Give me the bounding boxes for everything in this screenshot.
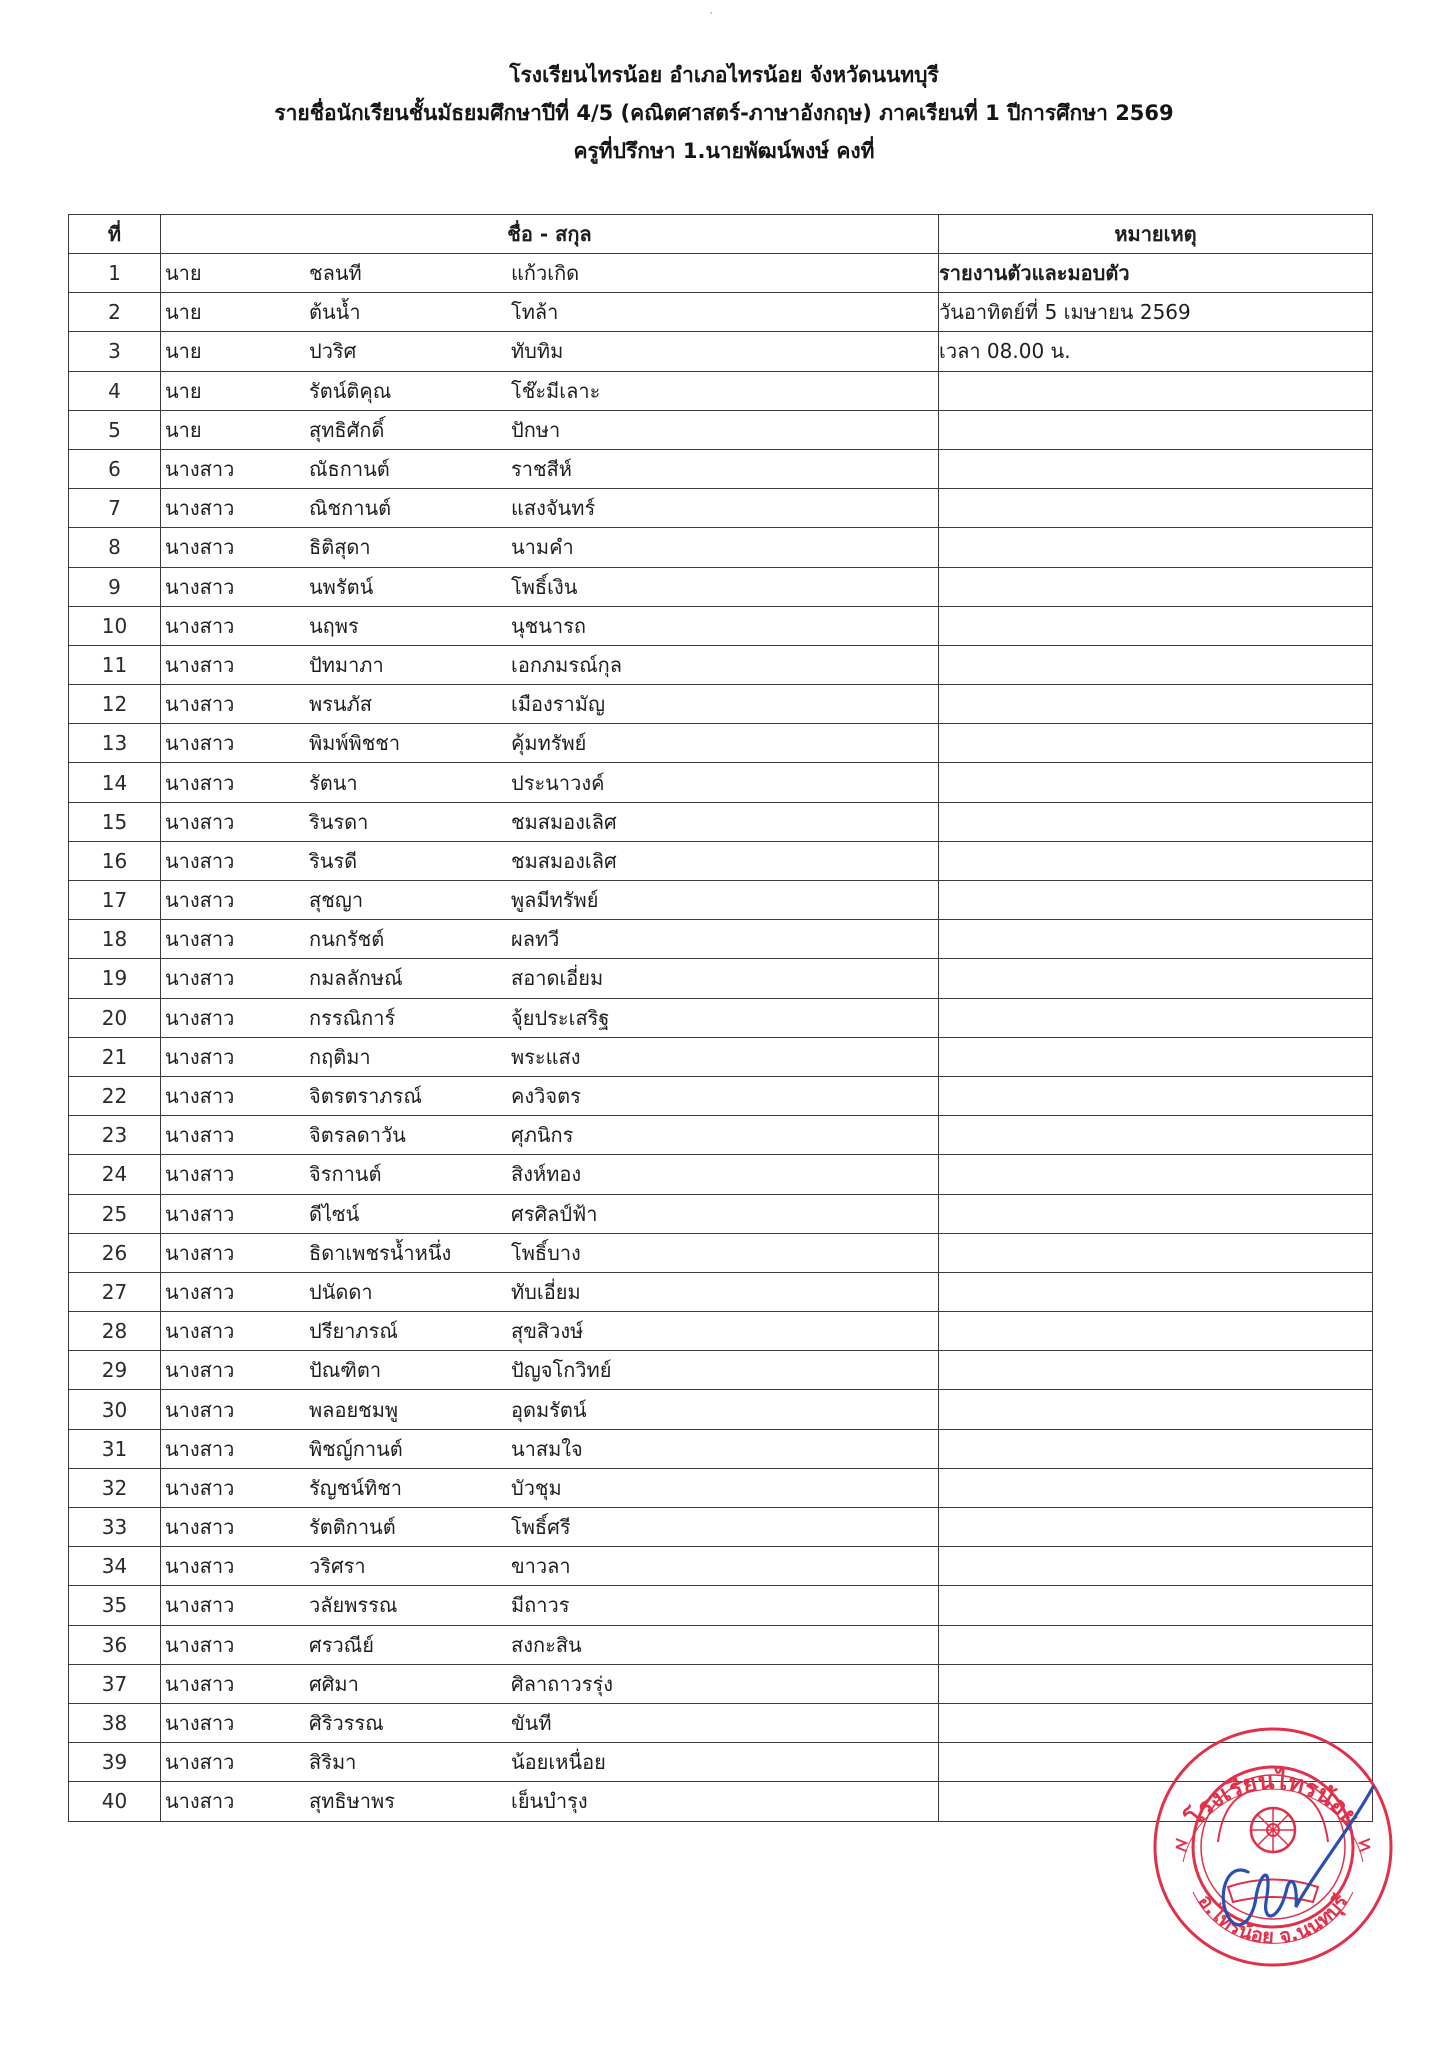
first-name: ธิติสุดา — [309, 535, 371, 560]
student-name-cell — [161, 841, 939, 880]
row-number: 38 — [69, 1703, 161, 1742]
table-row — [69, 1037, 1373, 1076]
last-name: โพธิ์บาง — [511, 1240, 581, 1265]
name-prefix: นางสาว — [165, 1123, 235, 1148]
first-name: กรรณิการ์ — [309, 1005, 396, 1030]
name-prefix: นางสาว — [165, 1162, 235, 1187]
table-row — [69, 802, 1373, 841]
row-number: 5 — [69, 410, 161, 449]
student-name-cell — [161, 1468, 939, 1507]
name-prefix: นางสาว — [165, 1279, 235, 1304]
note-cell — [939, 528, 1373, 567]
last-name: ศุภนิกร — [511, 1123, 574, 1148]
table-row — [69, 959, 1373, 998]
row-number: 40 — [69, 1782, 161, 1821]
row-number: 20 — [69, 998, 161, 1037]
first-name: นพรัตน์ — [309, 574, 374, 599]
note-cell — [939, 763, 1373, 802]
row-number: 36 — [69, 1625, 161, 1664]
table-row — [69, 254, 1373, 293]
row-number: 15 — [69, 802, 161, 841]
student-name-cell — [161, 1703, 939, 1742]
table-row — [69, 606, 1373, 645]
note-cell — [939, 959, 1373, 998]
student-name-cell — [161, 371, 939, 410]
name-prefix: นางสาว — [165, 731, 235, 756]
header-no: ที่ — [69, 215, 161, 254]
last-name: ปัญจโกวิทย์ — [511, 1358, 612, 1383]
student-name-cell — [161, 881, 939, 920]
table-row — [69, 1116, 1373, 1155]
first-name: สุทธิศักดิ์ — [309, 417, 385, 442]
student-name-cell — [161, 1625, 939, 1664]
last-name: ชมสมองเลิศ — [511, 848, 617, 873]
last-name: แสงจันทร์ — [511, 496, 596, 521]
student-name-cell — [161, 1076, 939, 1115]
row-number: 23 — [69, 1116, 161, 1155]
name-prefix: นางสาว — [165, 1240, 235, 1265]
last-name: จุ้ยประเสริฐ — [511, 1005, 610, 1030]
last-name: อุดมรัตน์ — [511, 1397, 587, 1422]
last-name: ราชสีห์ — [511, 457, 572, 482]
name-prefix: นาย — [165, 261, 202, 286]
first-name: พรนภัส — [309, 692, 372, 717]
row-number: 22 — [69, 1076, 161, 1115]
note-cell — [939, 920, 1373, 959]
name-prefix: นางสาว — [165, 848, 235, 873]
name-prefix: นางสาว — [165, 1593, 235, 1618]
name-prefix: นางสาว — [165, 1397, 235, 1422]
student-name-cell — [161, 959, 939, 998]
note-cell — [939, 998, 1373, 1037]
row-number: 2 — [69, 293, 161, 332]
row-number: 33 — [69, 1508, 161, 1547]
note-cell — [939, 802, 1373, 841]
row-number: 27 — [69, 1272, 161, 1311]
name-prefix: นางสาว — [165, 1358, 235, 1383]
first-name: รัตติกานต์ — [309, 1515, 396, 1540]
row-number: 26 — [69, 1233, 161, 1272]
student-name-cell — [161, 1272, 939, 1311]
name-prefix: นางสาว — [165, 888, 235, 913]
name-prefix: นางสาว — [165, 1632, 235, 1657]
row-number: 25 — [69, 1194, 161, 1233]
first-name: ต้นน้ำ — [309, 300, 361, 325]
table-row — [69, 1351, 1373, 1390]
student-name-cell — [161, 1547, 939, 1586]
student-name-cell — [161, 449, 939, 488]
last-name: โช๊ะมีเลาะ — [511, 378, 601, 403]
last-name: ขาวลา — [511, 1554, 571, 1579]
note-cell — [939, 1664, 1373, 1703]
student-name-cell — [161, 724, 939, 763]
row-number: 19 — [69, 959, 161, 998]
name-prefix: นางสาว — [165, 1436, 235, 1461]
row-number: 37 — [69, 1664, 161, 1703]
first-name: ปวริศ — [309, 339, 357, 364]
first-name: พิมพ์พิชชา — [309, 731, 401, 756]
first-name: สุชญา — [309, 888, 364, 913]
student-name-cell — [161, 1390, 939, 1429]
table-row — [69, 1194, 1373, 1233]
first-name: สุทธิษาพร — [309, 1789, 395, 1814]
note-cell — [939, 449, 1373, 488]
table-row — [69, 1076, 1373, 1115]
last-name: สิงห์ทอง — [511, 1162, 582, 1187]
first-name: รัตน์ติคุณ — [309, 378, 392, 403]
row-number: 1 — [69, 254, 161, 293]
note-cell — [939, 1272, 1373, 1311]
note-cell — [939, 881, 1373, 920]
last-name: ทับเอี่ยม — [511, 1279, 581, 1304]
table-row — [69, 332, 1373, 371]
first-name: ณิชกานต์ — [309, 496, 392, 521]
student-name-cell — [161, 920, 939, 959]
last-name: พระแสง — [511, 1044, 581, 1069]
advisor-title: ครูที่ปรึกษา 1.นายพัฒน์พงษ์ คงที่ — [573, 139, 875, 163]
header-note: หมายเหตุ — [939, 215, 1373, 254]
row-number: 7 — [69, 489, 161, 528]
first-name: วลัยพรรณ — [309, 1593, 398, 1618]
student-name-cell — [161, 1037, 939, 1076]
last-name: ประนาวงค์ — [511, 770, 605, 795]
name-prefix: นางสาว — [165, 1005, 235, 1030]
document-header — [0, 56, 1448, 170]
last-name: เอกภมรณ์กุล — [511, 652, 622, 677]
table-row — [69, 645, 1373, 684]
name-prefix: นางสาว — [165, 1750, 235, 1775]
student-name-cell — [161, 685, 939, 724]
note-cell — [939, 567, 1373, 606]
first-name: รินรดี — [309, 848, 358, 873]
note-cell — [939, 724, 1373, 763]
first-name: วริศรา — [309, 1554, 366, 1579]
last-name: นามคำ — [511, 535, 574, 560]
first-name: ศศิมา — [309, 1671, 359, 1696]
table-row — [69, 293, 1373, 332]
name-prefix: นางสาว — [165, 457, 235, 482]
student-name-cell — [161, 645, 939, 684]
first-name: ปัทมาภา — [309, 652, 384, 677]
table-row — [69, 1429, 1373, 1468]
last-name: เย็นบำรุง — [511, 1789, 588, 1814]
last-name: โทล้า — [511, 300, 559, 325]
last-name: มีถาวร — [511, 1593, 570, 1618]
row-number: 34 — [69, 1547, 161, 1586]
name-prefix: นางสาว — [165, 809, 235, 834]
last-name: ขันที — [511, 1711, 552, 1736]
student-name-cell — [161, 1743, 939, 1782]
student-name-cell — [161, 1351, 939, 1390]
table-row — [69, 1547, 1373, 1586]
note-cell — [939, 1586, 1373, 1625]
row-number: 16 — [69, 841, 161, 880]
student-name-cell — [161, 567, 939, 606]
student-name-cell — [161, 1194, 939, 1233]
school-title: โรงเรียนไทรน้อย อำเภอไทรน้อย จังหวัดนนทบุรี — [509, 63, 939, 87]
first-name: พิชญ์กานต์ — [309, 1436, 403, 1461]
note-cell: เวลา 08.00 น. — [939, 332, 1373, 371]
first-name: รินรดา — [309, 809, 369, 834]
table-header-row — [69, 215, 1373, 254]
student-name-cell — [161, 998, 939, 1037]
student-name-cell — [161, 1155, 939, 1194]
first-name: กมลลักษณ์ — [309, 966, 403, 991]
table-row — [69, 1390, 1373, 1429]
student-name-cell — [161, 254, 939, 293]
first-name: ณัธกานต์ — [309, 457, 390, 482]
first-name: กฤติมา — [309, 1044, 371, 1069]
first-name: ธิดาเพชรน้ำหนึ่ง — [309, 1240, 452, 1265]
student-name-cell — [161, 293, 939, 332]
table-row — [69, 410, 1373, 449]
name-prefix: นางสาว — [165, 1554, 235, 1579]
name-prefix: นางสาว — [165, 1671, 235, 1696]
seal-top-text: โรงเรียนไทรน้อย — [1180, 1766, 1365, 1832]
last-name: ทับทิม — [511, 339, 564, 364]
student-name-cell — [161, 802, 939, 841]
row-number: 35 — [69, 1586, 161, 1625]
note-cell — [939, 1508, 1373, 1547]
row-number: 31 — [69, 1429, 161, 1468]
name-prefix: นางสาว — [165, 966, 235, 991]
last-name: บัวชุม — [511, 1475, 562, 1500]
first-name: ดีไซน์ — [309, 1201, 360, 1226]
header-name: ชื่อ - สกุล — [161, 215, 939, 254]
student-name-cell — [161, 528, 939, 567]
row-number: 6 — [69, 449, 161, 488]
name-prefix: นางสาว — [165, 770, 235, 795]
name-prefix: นางสาว — [165, 652, 235, 677]
name-prefix: นางสาว — [165, 1084, 235, 1109]
row-number: 10 — [69, 606, 161, 645]
student-name-cell — [161, 606, 939, 645]
table-row — [69, 1625, 1373, 1664]
last-name: สุขสิวงษ์ — [511, 1319, 584, 1344]
last-name: นาสมใจ — [511, 1436, 583, 1461]
student-name-cell — [161, 489, 939, 528]
name-prefix: นาย — [165, 339, 202, 364]
scan-speck — [710, 12, 712, 14]
note-cell — [939, 1625, 1373, 1664]
table-row — [69, 449, 1373, 488]
first-name: ปรียาภรณ์ — [309, 1319, 398, 1344]
student-name-cell — [161, 1664, 939, 1703]
row-number: 32 — [69, 1468, 161, 1507]
first-name: จิตรตราภรณ์ — [309, 1084, 422, 1109]
student-name-cell — [161, 1429, 939, 1468]
student-name-cell — [161, 1782, 939, 1821]
first-name: นฤพร — [309, 613, 359, 638]
table-row — [69, 1312, 1373, 1351]
name-prefix: นาย — [165, 300, 202, 325]
note-cell — [939, 841, 1373, 880]
first-name: ปนัดดา — [309, 1279, 373, 1304]
row-number: 24 — [69, 1155, 161, 1194]
first-name: กนกรัชต์ — [309, 927, 385, 952]
name-prefix: นางสาว — [165, 613, 235, 638]
row-number: 28 — [69, 1312, 161, 1351]
first-name: พลอยชมพู — [309, 1397, 399, 1422]
table-row — [69, 998, 1373, 1037]
student-name-cell — [161, 410, 939, 449]
name-prefix: นางสาว — [165, 1475, 235, 1500]
note-cell — [939, 1194, 1373, 1233]
table-row — [69, 881, 1373, 920]
last-name: คงวิจตร — [511, 1084, 581, 1109]
note-cell — [939, 1547, 1373, 1586]
seal-bottom-text: อ.ไทรน้อย จ.นนทบุรี — [1193, 1889, 1353, 1949]
student-name-cell — [161, 1312, 939, 1351]
name-prefix: นางสาว — [165, 927, 235, 952]
last-name: ปักษา — [511, 417, 561, 442]
first-name: รัญชน์ทิชา — [309, 1475, 403, 1500]
row-number: 17 — [69, 881, 161, 920]
row-number: 3 — [69, 332, 161, 371]
last-name: โพธิ์เงิน — [511, 574, 578, 599]
row-number: 12 — [69, 685, 161, 724]
row-number: 13 — [69, 724, 161, 763]
name-prefix: นางสาว — [165, 496, 235, 521]
row-number: 9 — [69, 567, 161, 606]
first-name: สิริมา — [309, 1750, 357, 1775]
note-cell — [939, 685, 1373, 724]
name-prefix: นางสาว — [165, 574, 235, 599]
last-name: ศิลาถาวรรุ่ง — [511, 1671, 614, 1696]
row-number: 39 — [69, 1743, 161, 1782]
row-number: 30 — [69, 1390, 161, 1429]
note-cell — [939, 1233, 1373, 1272]
name-prefix: นางสาว — [165, 1789, 235, 1814]
note-cell — [939, 606, 1373, 645]
table-row — [69, 920, 1373, 959]
note-cell — [939, 1351, 1373, 1390]
last-name: เมืองรามัญ — [511, 692, 605, 717]
table-row — [69, 1586, 1373, 1625]
note-cell: รายงานตัวและมอบตัว — [939, 254, 1373, 293]
table-row — [69, 1233, 1373, 1272]
row-number: 21 — [69, 1037, 161, 1076]
note-cell — [939, 645, 1373, 684]
row-number: 18 — [69, 920, 161, 959]
row-number: 8 — [69, 528, 161, 567]
name-prefix: นางสาว — [165, 535, 235, 560]
name-prefix: นาย — [165, 417, 202, 442]
table-row — [69, 841, 1373, 880]
first-name: ปัณฑิตา — [309, 1358, 382, 1383]
last-name: พูลมีทรัพย์ — [511, 888, 599, 913]
first-name: รัตนา — [309, 770, 358, 795]
name-prefix: นางสาว — [165, 1044, 235, 1069]
note-cell — [939, 1468, 1373, 1507]
last-name: คุ้มทรัพย์ — [511, 731, 587, 756]
table-row — [69, 685, 1373, 724]
table-row — [69, 371, 1373, 410]
last-name: ผลทวี — [511, 927, 560, 952]
student-roster-table — [68, 214, 1373, 1822]
first-name: จิรกานต์ — [309, 1162, 382, 1187]
table-row — [69, 567, 1373, 606]
last-name: นุชนารถ — [511, 613, 586, 638]
student-name-cell — [161, 1586, 939, 1625]
table-row — [69, 724, 1373, 763]
note-cell — [939, 489, 1373, 528]
note-cell — [939, 410, 1373, 449]
last-name: ศรศิลป์ฟ้า — [511, 1201, 598, 1226]
table-row — [69, 1508, 1373, 1547]
student-name-cell — [161, 332, 939, 371]
row-number: 4 — [69, 371, 161, 410]
row-number: 29 — [69, 1351, 161, 1390]
class-list-title: รายชื่อนักเรียนชั้นมัธยมศึกษาปีที่ 4/5 (คณิตศาสตร์-ภาษาอังกฤษ) ภาคเรียนที่ 1 ปีการศึกษา 2569 — [274, 101, 1174, 125]
last-name: แก้วเกิด — [511, 261, 580, 286]
table-row — [69, 1155, 1373, 1194]
last-name: สงกะสิน — [511, 1632, 582, 1657]
row-number: 11 — [69, 645, 161, 684]
first-name: จิตรลดาวัน — [309, 1123, 406, 1148]
table-row — [69, 489, 1373, 528]
first-name: ชลนที — [309, 261, 362, 286]
name-prefix: นางสาว — [165, 692, 235, 717]
note-cell — [939, 1155, 1373, 1194]
row-number: 14 — [69, 763, 161, 802]
table-row — [69, 1272, 1373, 1311]
note-cell — [939, 1312, 1373, 1351]
last-name: โพธิ์ศรี — [511, 1515, 571, 1540]
first-name: ศรวณีย์ — [309, 1632, 374, 1657]
table-row — [69, 1664, 1373, 1703]
note-cell — [939, 1037, 1373, 1076]
school-seal-stamp — [1148, 1722, 1398, 1972]
last-name: น้อยเหนื่อย — [511, 1750, 606, 1775]
student-name-cell — [161, 1233, 939, 1272]
name-prefix: นางสาว — [165, 1515, 235, 1540]
student-name-cell — [161, 763, 939, 802]
table-row — [69, 763, 1373, 802]
last-name: ชมสมองเลิศ — [511, 809, 617, 834]
table-body — [69, 254, 1373, 1822]
table-row — [69, 528, 1373, 567]
note-cell — [939, 1429, 1373, 1468]
note-cell — [939, 371, 1373, 410]
name-prefix: นางสาว — [165, 1711, 235, 1736]
note-cell — [939, 1390, 1373, 1429]
name-prefix: นางสาว — [165, 1201, 235, 1226]
table-row — [69, 1468, 1373, 1507]
note-cell — [939, 1076, 1373, 1115]
name-prefix: นางสาว — [165, 1319, 235, 1344]
note-cell — [939, 1116, 1373, 1155]
note-cell: วันอาทิตย์ที่ 5 เมษายน 2569 — [939, 293, 1373, 332]
last-name: สอาดเอี่ยม — [511, 966, 604, 991]
student-name-cell — [161, 1508, 939, 1547]
student-name-cell — [161, 1116, 939, 1155]
name-prefix: นาย — [165, 378, 202, 403]
first-name: ศิริวรรณ — [309, 1711, 384, 1736]
